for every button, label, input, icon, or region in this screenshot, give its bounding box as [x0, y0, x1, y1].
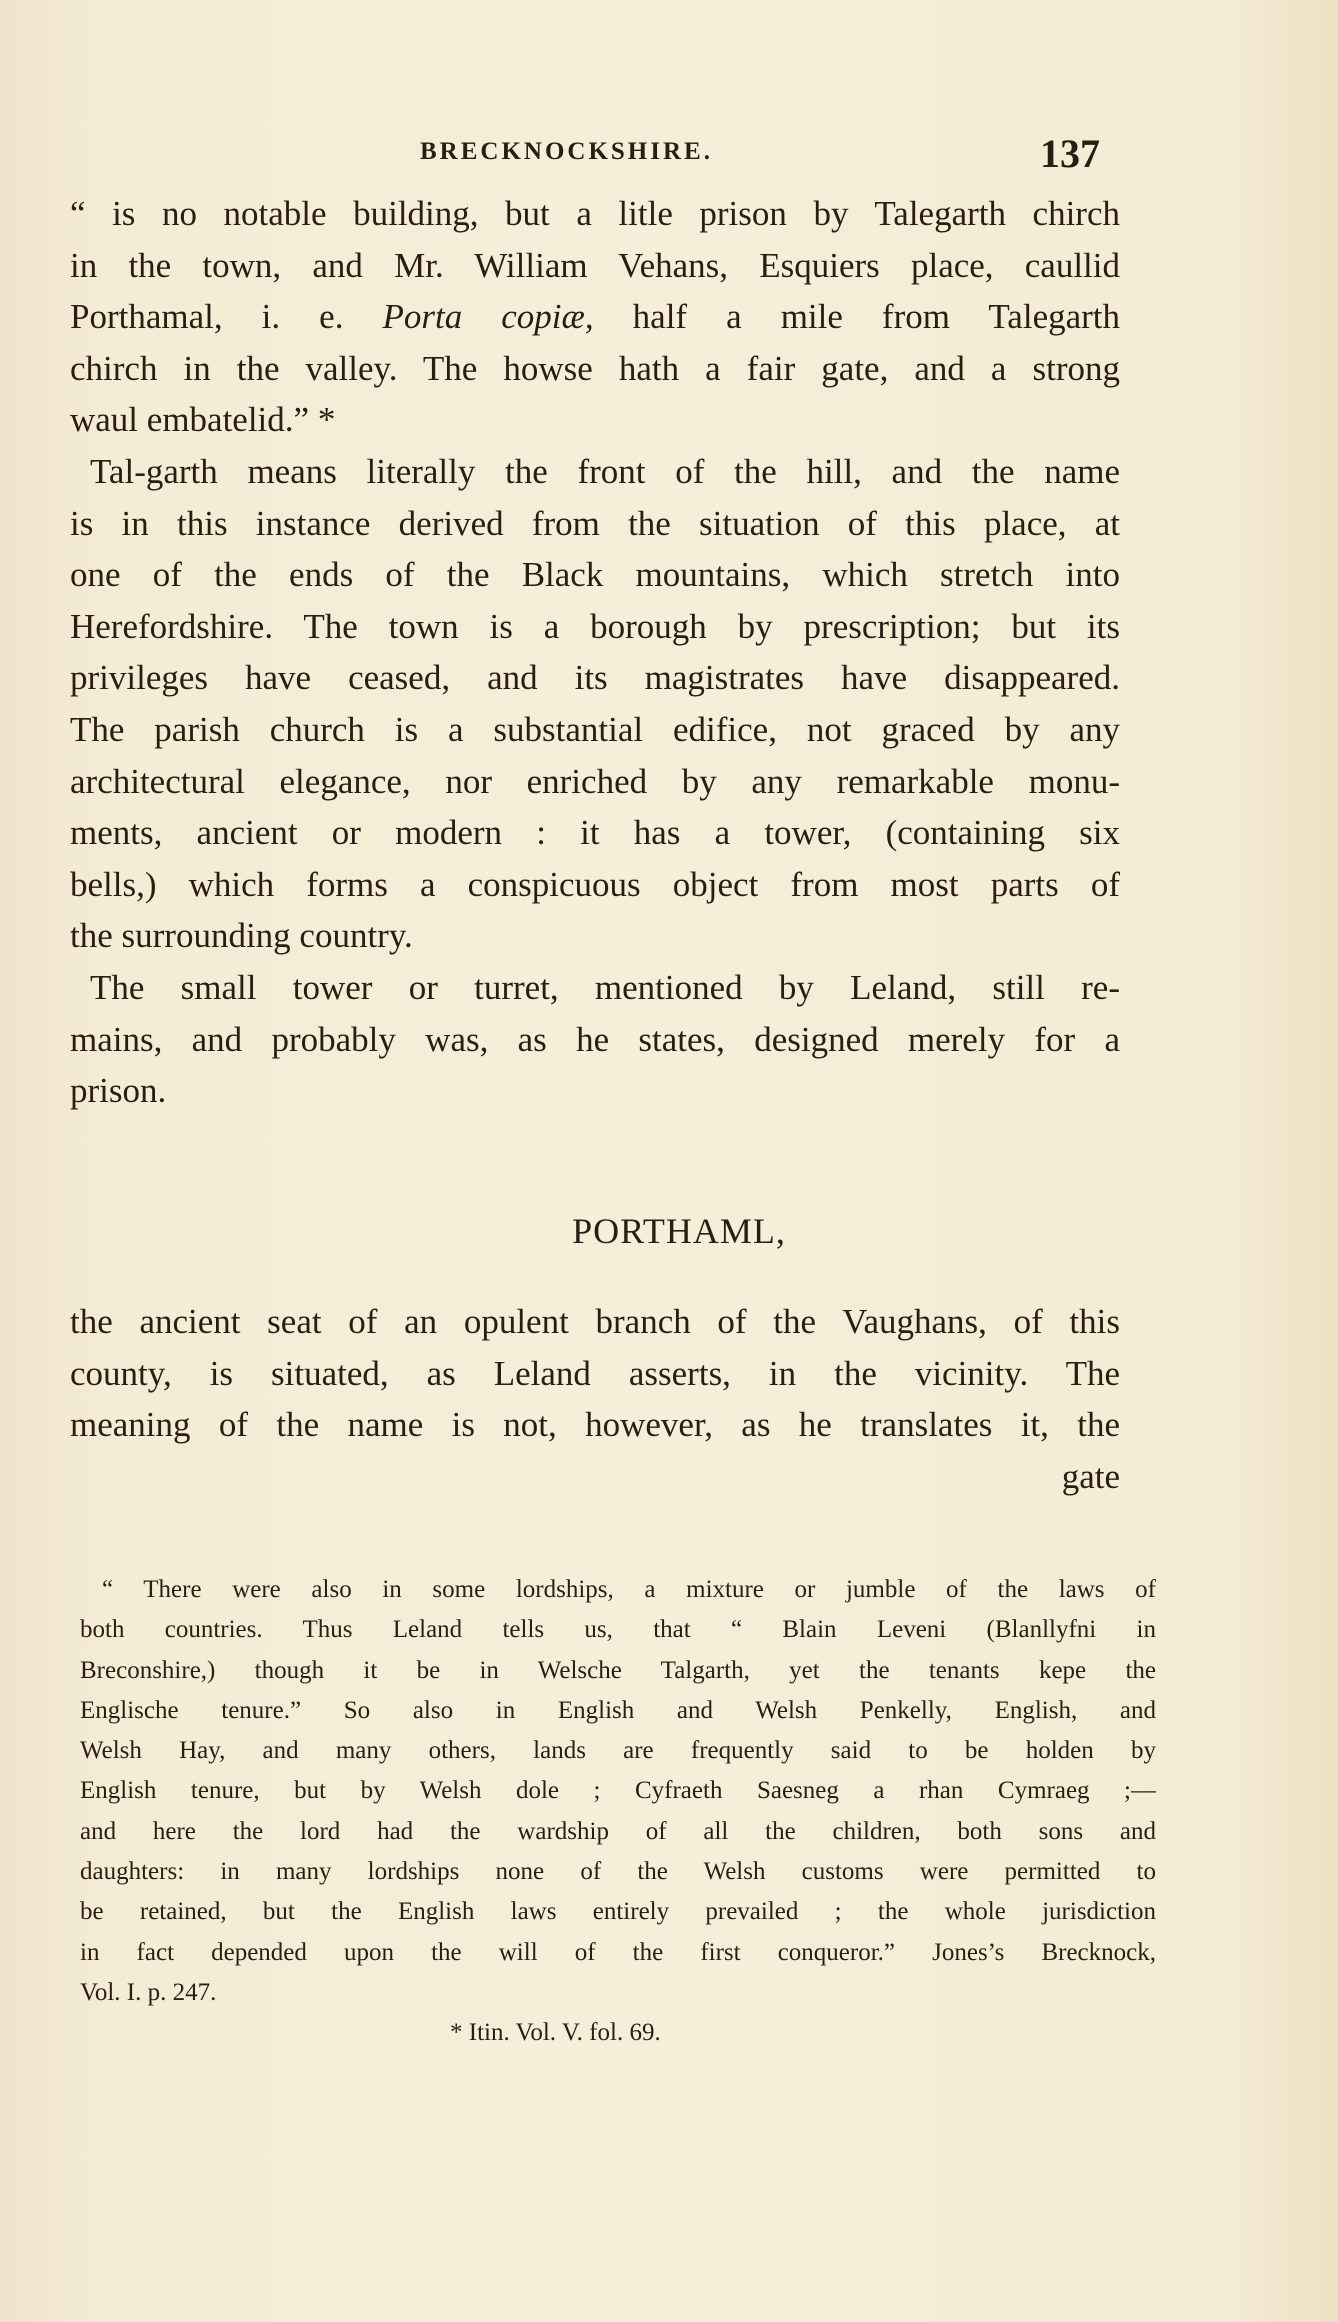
footnotes — [80, 1570, 1156, 2054]
text-line: “ is no notable building, but a litle prison by Talegarth chirch — [70, 194, 1120, 233]
footnote-line: Welsh Hay, and many others, lands are frequently said to be holden by — [80, 1737, 1156, 1765]
footnote-line: Englische tenure.” So also in English and Welsh Penkelly, English, and — [80, 1696, 1156, 1724]
text-line: the surrounding country. — [70, 916, 413, 956]
running-head — [0, 130, 1338, 176]
running-title: BRECKNOCKSHIRE. — [420, 138, 713, 165]
text-line: meaning of the name is not, however, as he translates it, the — [70, 1405, 1120, 1445]
text-line: bells,) which forms a conspicuous object from most parts of — [70, 864, 1120, 904]
footnote-line: Vol. I. p. 247. — [80, 1978, 217, 2006]
text-line: architectural elegance, nor enriched by any remarkable monu- — [70, 761, 1120, 801]
footnote-line: daughters: in many lordships none of the Welsh customs were permitted to — [80, 1858, 1156, 1886]
footnote-line: in fact depended upon the will of the first conqueror.” Jones’s Brecknock, — [80, 1938, 1156, 1966]
body-text-top — [70, 188, 1120, 1117]
footnote-line: “ There were also in some lordships, a mixture or jumble of the laws of — [102, 1576, 1156, 1603]
text-line: ments, ancient or modern : it has a tower, (containing six — [70, 813, 1120, 853]
text-line: mains, and probably was, as he states, designed merely for a — [70, 1019, 1120, 1059]
text-line: chirch in the valley. The howse hath a fair gate, and a strong — [70, 348, 1120, 388]
text-line: the ancient seat of an opulent branch of the Vaughans, of this — [70, 1302, 1120, 1341]
text-line: The small tower or turret, mentioned by Leland, still re- — [90, 967, 1120, 1007]
text-line: privileges have ceased, and its magistrates have disappeared. — [70, 658, 1120, 698]
text-line: is in this instance derived from the situation of this place, at — [70, 503, 1120, 543]
text-line: Herefordshire. The town is a borough by prescription; but its — [70, 606, 1120, 646]
text-line: in the town, and Mr. William Vehans, Esquiers place, caullid — [70, 245, 1120, 285]
text-line: waul embatelid.” * — [70, 400, 336, 440]
footnote-line: be retained, but the English laws entirely prevailed ; the whole jurisdiction — [80, 1898, 1156, 1926]
footnote-line: Breconshire,) though it be in Welsche Talgarth, yet the tenants kepe the — [80, 1656, 1156, 1684]
text-line: one of the ends of the Black mountains, which stretch into — [70, 555, 1120, 595]
text-line: county, is situated, as Leland asserts, in the vicinity. The — [70, 1353, 1120, 1393]
footnote-line: both countries. Thus Leland tells us, that “ Blain Leveni (Blanllyfni in — [80, 1616, 1156, 1644]
text-line: The parish church is a substantial edifice, not graced by any — [70, 709, 1120, 749]
footnote-line: English tenure, but by Welsh dole ; Cyfraeth Saesneg a rhan Cymraeg ;— — [80, 1777, 1156, 1805]
section-heading: PORTHAML, — [572, 1211, 786, 1251]
text-line: prison. — [70, 1071, 167, 1111]
text-line: Porthamal, i. e. Porta copiæ, half a mile from Talegarth — [70, 297, 1121, 337]
text-line: Tal-garth means literally the front of the hill, and the name — [90, 451, 1120, 491]
footnote-itin: * Itin. Vol. V. fol. 69. — [450, 2019, 661, 2047]
page-number: 137 — [1040, 131, 1100, 176]
footnote-line: and here the lord had the wardship of all the children, both sons and — [80, 1817, 1156, 1845]
body-text-bottom — [70, 1296, 1120, 1502]
catchword: gate — [1061, 1456, 1120, 1496]
